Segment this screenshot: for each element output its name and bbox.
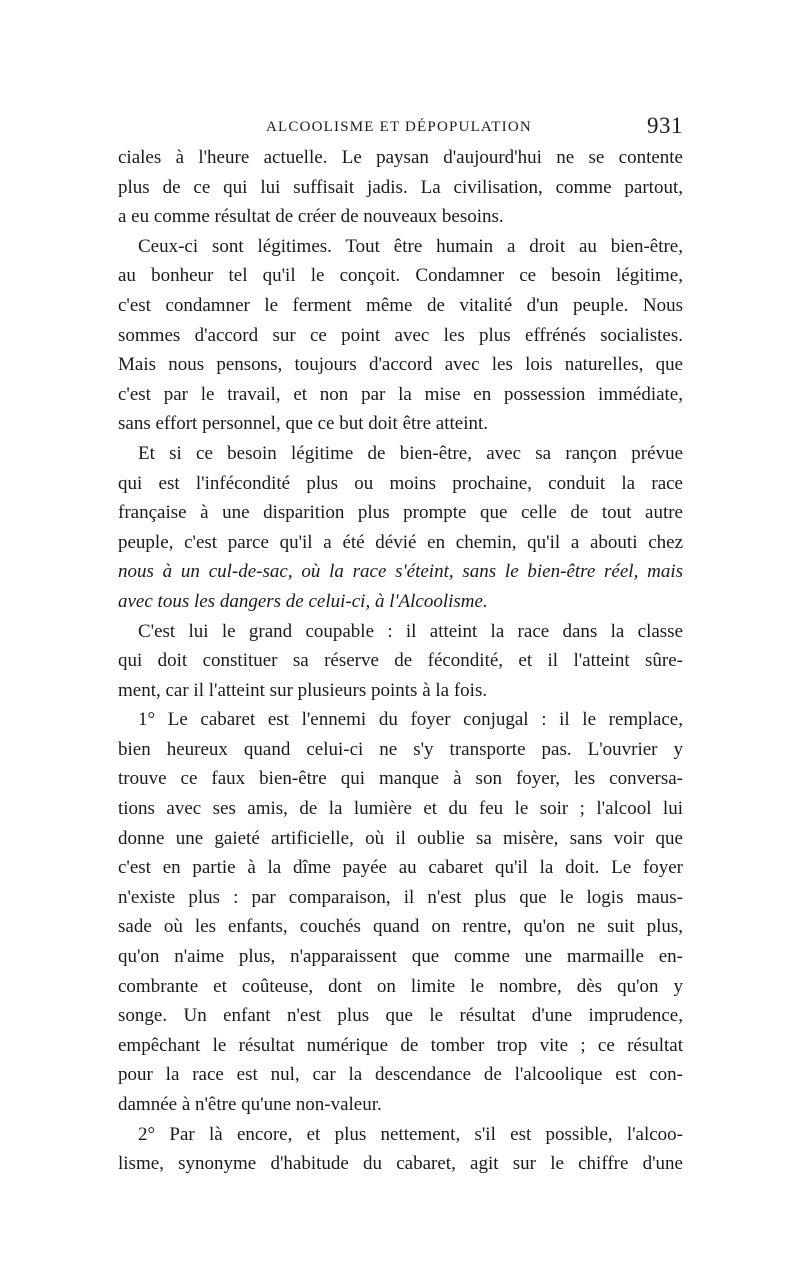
text-line: pour la race est nul, car la descendance de l'alcoolique est con-	[118, 1064, 683, 1086]
running-head	[118, 113, 683, 143]
text-line: empêchant le résultat numérique de tomber trop vite ; ce résultat	[118, 1034, 683, 1056]
text-line: songe. Un enfant n'est plus que le résultat d'une imprudence,	[118, 1005, 683, 1027]
text-line: n'existe plus : par comparaison, il n'est plus que le logis maus-	[118, 886, 683, 908]
text-line: Et si ce besoin légitime de bien-être, avec sa rançon prévue	[138, 442, 683, 464]
text-line: peuple, c'est parce qu'il a été dévié en chemin, qu'il a abouti chez	[118, 531, 683, 553]
text-line: tions avec ses amis, de la lumière et du feu le soir ; l'alcool lui	[118, 798, 683, 820]
text-line: c'est par le travail, et non par la mise en possession immédiate,	[118, 383, 683, 405]
text-line: qui est l'infécondité plus ou moins prochaine, conduit la race	[118, 472, 683, 494]
text-line: ciales à l'heure actuelle. Le paysan d'aujourd'hui ne se contente	[118, 147, 683, 168]
text-line: c'est en partie à la dîme payée au cabaret qu'il la doit. Le foyer	[118, 857, 683, 879]
page-number: 931	[647, 113, 683, 138]
text-line: damnée à n'être qu'une non-valeur.	[118, 1094, 382, 1115]
running-title: ALCOOLISME ET DÉPOPULATION	[266, 119, 532, 135]
text-line: donne une gaieté artificielle, où il oublie sa misère, sans voir que	[118, 827, 683, 849]
text-line: 2° Par là encore, et plus nettement, s'il est possible, l'alcoo-	[138, 1123, 683, 1145]
text-line: Ceux-ci sont légitimes. Tout être humain a droit au bien-être,	[138, 235, 683, 257]
text-line: sans effort personnel, que ce but doit être atteint.	[118, 413, 489, 435]
text-line: Mais nous pensons, toujours d'accord avec les lois naturelles, que	[118, 354, 683, 376]
text-line: qui doit constituer sa réserve de fécondité, et il l'atteint sûre-	[118, 650, 683, 672]
text-line: plus de ce qui lui suffisait jadis. La civilisation, comme partout,	[118, 176, 683, 198]
text-line: au bonheur tel qu'il le conçoit. Condamner ce besoin légitime,	[118, 265, 683, 287]
text-line: trouve ce faux bien-être qui manque à son foyer, les conversa-	[118, 768, 683, 790]
text-line: lisme, synonyme d'habitude du cabaret, agit sur le chiffre d'une	[118, 1153, 683, 1175]
text-line: française à une disparition plus prompte que celle de tout autre	[118, 502, 683, 524]
text-line: ment, car il l'atteint sur plusieurs points à la fois.	[118, 679, 488, 701]
text-line: avec tous les dangers de celui-ci, à l'Alcoolisme.	[118, 590, 488, 612]
text-line: bien heureux quand celui-ci ne s'y transporte pas. L'ouvrier y	[118, 738, 683, 760]
text-line: combrante et coûteuse, dont on limite le nombre, dès qu'on y	[118, 975, 683, 997]
text-line: 1° Le cabaret est l'ennemi du foyer conjugal : il le remplace,	[138, 709, 683, 731]
body-text	[118, 143, 683, 1179]
text-line: nous à un cul-de-sac, où la race s'éteint, sans le bien-être réel, mais	[118, 561, 683, 583]
text-line: C'est lui le grand coupable : il atteint la race dans la classe	[138, 620, 683, 642]
text-line: sommes d'accord sur ce point avec les plus effrénés socialistes.	[118, 324, 683, 346]
text-line: a eu comme résultat de créer de nouveaux besoins.	[118, 206, 504, 228]
text-line: qu'on n'aime plus, n'apparaissent que comme une marmaille en-	[118, 946, 683, 968]
text-line: c'est condamner le ferment même de vitalité d'un peuple. Nous	[118, 294, 683, 316]
text-line: sade où les enfants, couchés quand on rentre, qu'on ne suit plus,	[118, 916, 683, 938]
